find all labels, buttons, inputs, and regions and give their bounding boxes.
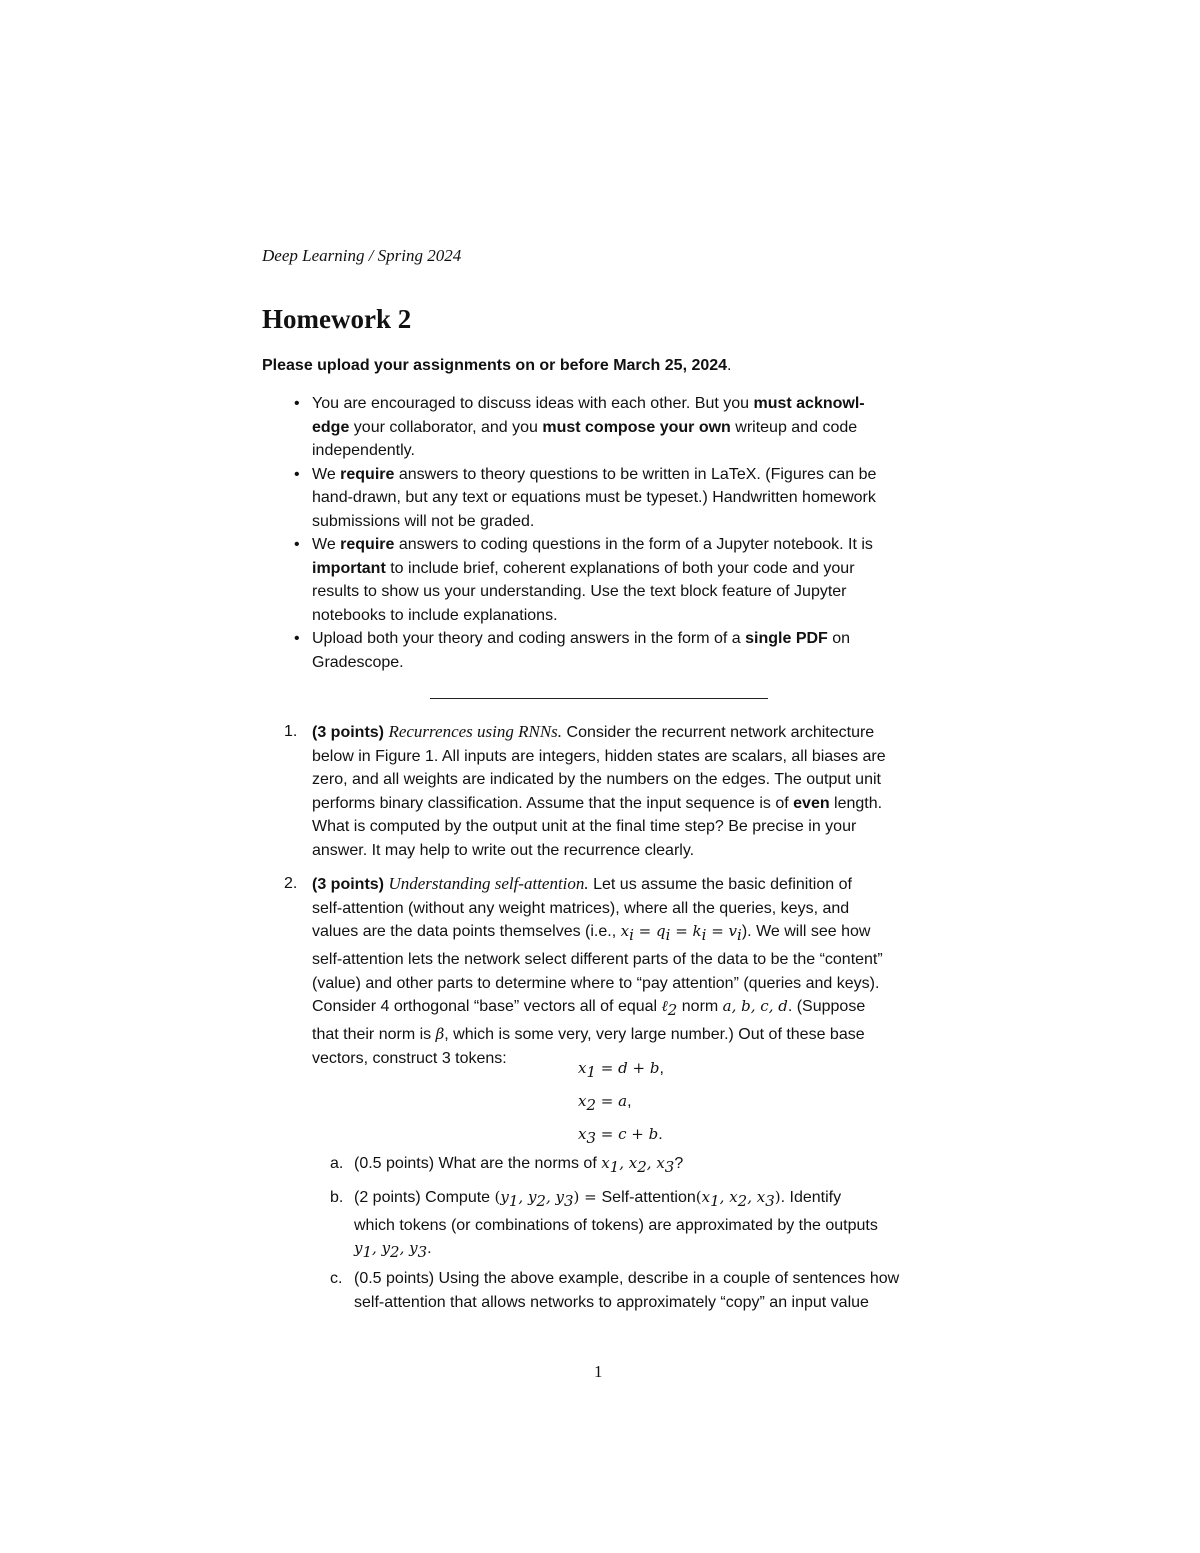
text-line: self-attention that allows networks to approximately “copy” an input value <box>354 1293 869 1311</box>
math-subscript: i <box>629 926 634 945</box>
text-line: We require answers to coding questions in the form of a Jupyter notebook. It is <box>312 536 873 553</box>
math-subscript: 2 <box>637 1158 647 1177</box>
text-line: (2 points) Compute ($y_1$, $y_2$, $y_3$) = Self-$attention(x_1$, $x_2$, $x_3$). Identify <box>354 1188 842 1211</box>
deadline-notice <box>262 357 732 375</box>
text-line: hand-drawn, but any text or equations must be typeset.) Handwritten homework <box>312 489 876 506</box>
math-symbol: ℓ <box>661 997 668 1016</box>
deadline-text: Please upload your assignments on or before March 25, 2024 <box>262 357 728 374</box>
math-operator: ( <box>695 1188 702 1206</box>
part-letter: b. <box>330 1189 344 1206</box>
math-operator: + <box>626 1125 649 1144</box>
math-operator: ( <box>494 1188 501 1206</box>
math-symbol: x <box>578 1125 587 1144</box>
math-subscript: 2 <box>667 1001 678 1020</box>
math-operator: = <box>670 922 693 941</box>
math-symbol: , x <box>619 1154 638 1172</box>
rules-list <box>290 392 940 674</box>
math-subscript: 1 <box>609 1158 620 1177</box>
math-symbol: a <box>618 1092 628 1111</box>
bold-text: require <box>340 536 395 553</box>
question-1 <box>284 720 944 863</box>
math-symbol: k <box>692 922 702 941</box>
text-line: performs binary classification. Assume that the input sequence is of even length. <box>312 794 883 812</box>
math-symbol: a, b, c, d <box>722 997 788 1016</box>
question-number: 2. <box>284 875 298 892</box>
text-line: self-attention (without any weight matrices), where all the queries, keys, and <box>312 899 850 917</box>
text-line: results to show us your understanding. Use the text block feature of Jupyter <box>312 583 847 600</box>
text-line: You are encouraged to discuss ideas with each other. But you must acknowl- <box>312 395 865 412</box>
question-body <box>312 720 944 863</box>
math-symbol: , y <box>545 1188 564 1206</box>
math-subscript: 2 <box>737 1192 748 1211</box>
text-line: $x_1 = d + b$, <box>578 1059 664 1082</box>
bold-text: must acknowl- <box>753 395 865 412</box>
part-letter: a. <box>330 1155 344 1172</box>
bullet-icon: • <box>294 465 300 483</box>
text-line: Gradescope. <box>312 653 404 671</box>
text-line: Consider 4 orthogonal “base” vectors all of equal ℓ$_2$ norm a, b, c, d. (Suppose <box>312 997 866 1020</box>
part-body <box>354 1152 942 1180</box>
text-line: values are the data points themselves (i.e., $x_i = q_i = k_i = v_i$). We will see how <box>312 922 871 945</box>
math-operator: = <box>596 1125 619 1144</box>
text-line: What is computed by the output unit at the final time step? Be precise in your <box>312 818 857 836</box>
math-symbol: b <box>649 1059 660 1077</box>
question-2-part-b <box>330 1186 942 1265</box>
math-symbol: v <box>728 922 738 941</box>
deadline-end: . <box>727 357 732 374</box>
part-letter: c. <box>330 1270 343 1287</box>
math-symbol: , x <box>747 1188 766 1206</box>
text-line: that their norm is β, which is some very, very large number.) Out of these base <box>312 1024 865 1043</box>
math-operator: = <box>633 922 656 941</box>
bold-text: even <box>793 794 830 812</box>
bullet-icon: • <box>294 536 300 553</box>
math-subscript: 2 <box>586 1096 597 1115</box>
bullet-icon: • <box>294 395 300 412</box>
math-symbol: x <box>601 1154 610 1172</box>
question-body <box>312 872 944 1070</box>
bold-text: (3 points) <box>312 724 384 741</box>
rule-item <box>290 392 940 463</box>
text-line: (3 points) Recurrences using RNNs. Consider the recurrent network architecture <box>312 722 875 741</box>
math-operator: ) <box>774 1188 781 1206</box>
text-line: edge your collaborator, and you must compose your own writeup and code <box>312 418 858 436</box>
math-symbol: x <box>578 1092 587 1111</box>
text-line: submissions will not be graded. <box>312 512 535 530</box>
math-symbol: y <box>500 1188 509 1206</box>
math-subscript: i <box>701 926 707 945</box>
course-header: Deep Learning / Spring 2024 <box>262 246 462 265</box>
math-symbol: x <box>620 922 630 941</box>
math-symbol: , y <box>399 1239 418 1258</box>
math-operator: + <box>627 1059 650 1077</box>
bold-text: single PDF <box>745 630 828 647</box>
math-subscript: 1 <box>586 1063 597 1082</box>
text-line: answer. It may help to write out the recurrence clearly. <box>312 841 695 859</box>
text-line: (0.5 points) Using the above example, describe in a couple of sentences how <box>354 1270 900 1287</box>
math-symbol: y <box>354 1239 363 1258</box>
math-symbol: , x <box>719 1188 738 1206</box>
math-symbol: x <box>701 1188 711 1206</box>
part-body <box>354 1186 942 1265</box>
text-line: important to include brief, coherent explanations of both your code and your <box>312 559 855 577</box>
math-symbol: q <box>656 922 666 941</box>
math-symbol: , x <box>646 1154 665 1172</box>
text-line: $x_2 = a$, <box>578 1092 632 1115</box>
math-subscript: i <box>737 926 742 945</box>
math-subscript: i <box>665 926 671 945</box>
rule-item <box>290 533 940 627</box>
question-2-part-c <box>330 1267 942 1314</box>
math-symbol: b <box>648 1125 659 1144</box>
page-number: 1 <box>594 1362 603 1381</box>
question-2-part-a <box>330 1152 942 1180</box>
text-line: self-attention lets the network select different parts of the data to be the “content” <box>312 950 883 968</box>
math-operator: = <box>596 1092 619 1111</box>
math-symbol: β <box>435 1024 445 1043</box>
bold-text: require <box>340 465 395 483</box>
text-line: independently. <box>312 442 415 459</box>
bold-text: important <box>312 559 386 577</box>
math-subscript: 3 <box>417 1243 428 1262</box>
text-line: (0.5 points) What are the norms of $x_1$, $x_2$, $x_3$? <box>354 1154 684 1177</box>
text-line: vectors, construct 3 tokens: <box>312 1049 507 1067</box>
bold-text: edge <box>312 418 350 436</box>
math-operator: ) = <box>573 1188 602 1206</box>
rule-item <box>290 627 940 674</box>
math-symbol: x <box>578 1059 587 1077</box>
page-title: Homework 2 <box>262 304 412 334</box>
math-symbol: , y <box>518 1188 537 1206</box>
math-subscript: 3 <box>563 1192 574 1211</box>
text-line: We require answers to theory questions to be written in LaTeX. (Figures can be <box>312 465 877 483</box>
math-subscript: 1 <box>362 1243 373 1262</box>
math-subscript: 2 <box>390 1243 400 1262</box>
text-line: $x_3 = c + b$. <box>578 1125 663 1148</box>
text-line: below in Figure 1. All inputs are integers, hidden states are scalars, all biases are <box>312 747 886 765</box>
token-equations <box>578 1054 664 1154</box>
text-line: $y_1$, $y_2$, $y_3$. <box>354 1239 432 1262</box>
math-subscript: 3 <box>664 1158 675 1177</box>
math-subscript: 3 <box>586 1129 597 1148</box>
text-line: Upload both your theory and coding answers in the form of a single PDF on <box>312 630 851 647</box>
italic-text: Recurrences using RNNs. <box>388 722 563 741</box>
bold-text: must compose your own <box>542 418 731 436</box>
part-body <box>354 1267 942 1314</box>
question-2 <box>284 872 944 1070</box>
section-divider <box>430 698 768 699</box>
math-subscript: 2 <box>536 1192 546 1211</box>
bullet-icon: • <box>294 630 300 647</box>
math-symbol: , y <box>372 1239 391 1258</box>
math-operator: = <box>706 922 729 941</box>
math-subscript: 3 <box>765 1192 775 1211</box>
text-line: (3 points) Understanding self-attention. Let us assume the basic definition of <box>312 874 852 893</box>
bold-text: (3 points) <box>312 876 384 893</box>
question-number: 1. <box>284 723 298 740</box>
math-subscript: 1 <box>710 1192 720 1211</box>
text-line: which tokens (or combinations of tokens) are approximated by the outputs <box>354 1216 878 1234</box>
math-operator: = <box>596 1059 619 1077</box>
rule-item <box>290 463 940 534</box>
text-line: notebooks to include explanations. <box>312 606 558 624</box>
text-line: (value) and other parts to determine where to “pay attention” (queries and keys). <box>312 974 880 992</box>
math-symbol: c <box>618 1125 627 1144</box>
math-symbol: d <box>618 1059 628 1077</box>
math-subscript: 1 <box>508 1192 519 1211</box>
italic-text: Understanding self-attention. <box>388 874 589 893</box>
text-line: zero, and all weights are indicated by the numbers on the edges. The output unit <box>312 771 881 789</box>
